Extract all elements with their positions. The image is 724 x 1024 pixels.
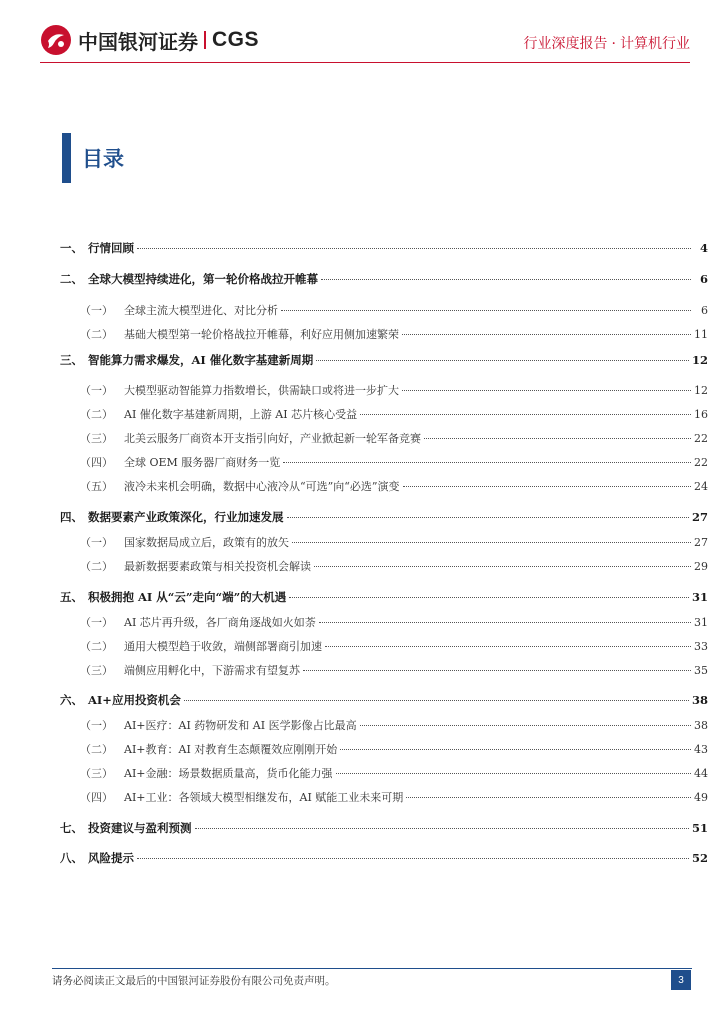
cgs-logo-icon — [40, 24, 72, 56]
toc-entry-title: 通用大模型趋于收敛，端侧部署商引加速 — [124, 640, 322, 653]
toc-dot-leader — [292, 542, 691, 543]
toc-entry-page: 43 — [694, 743, 708, 756]
toc-entry-page: 52 — [691, 851, 708, 865]
toc-dot-leader — [281, 310, 691, 311]
toc-entry[interactable] — [60, 717, 708, 733]
toc-entry-page: 51 — [691, 821, 708, 835]
toc-entry[interactable] — [60, 662, 708, 678]
toc-dot-leader — [289, 597, 689, 598]
toc-dot-leader — [316, 360, 689, 361]
toc-dot-leader — [402, 334, 691, 335]
toc-entry-page: 38 — [694, 719, 708, 732]
toc-dot-leader — [287, 517, 689, 518]
report-type: 行业深度报告 — [523, 36, 608, 52]
toc-entry-number: （一） — [80, 719, 113, 732]
footer-disclaimer: 请务必阅读正文最后的中国银河证券股份有限公司免责声明。 — [52, 975, 336, 987]
toc-entry[interactable] — [60, 302, 708, 318]
toc-entry[interactable] — [60, 240, 708, 256]
toc-entry-title: 基础大模型第一轮价格战拉开帷幕，利好应用侧加速繁荣 — [124, 328, 399, 341]
toc-entry-number: 六、 — [60, 693, 83, 707]
toc-entry-title: AI 催化数字基建新周期，上游 AI 芯片核心受益 — [124, 408, 358, 421]
toc-entry-number: （二） — [80, 408, 113, 421]
toc-entry-title: 积极拥抱 AI 从“云”走向“端”的大机遇 — [88, 590, 287, 604]
toc-dot-leader — [283, 462, 691, 463]
toc-entry-title: AI+教育：AI 对教育生态颠覆效应刚刚开始 — [124, 743, 338, 756]
industry-name: 计算机行业 — [620, 36, 690, 52]
toc-entry-number: 七、 — [60, 821, 83, 835]
toc-entry-page: 49 — [694, 791, 708, 804]
toc-entry-number: 三、 — [60, 353, 83, 367]
toc-entry-number: （二） — [80, 328, 113, 341]
toc-entry-page: 29 — [694, 560, 708, 573]
toc-entry-number: （二） — [80, 743, 113, 756]
toc-entry[interactable] — [60, 430, 708, 446]
toc-entry[interactable] — [60, 509, 708, 525]
toc-entry-title: 北美云服务厂商资本开支指引向好，产业掀起新一轮军备竞赛 — [124, 432, 421, 445]
toc-entry[interactable] — [60, 352, 708, 368]
toc-entry-page: 12 — [694, 384, 708, 397]
toc-dot-leader — [336, 773, 691, 774]
toc-entry-number: （四） — [80, 456, 113, 469]
toc-entry-page: 22 — [694, 432, 708, 445]
toc-entry[interactable] — [60, 454, 708, 470]
toc-entry-page: 6 — [699, 272, 708, 286]
toc-entry[interactable] — [60, 589, 708, 605]
toc-entry-page: 31 — [694, 616, 708, 629]
toc-entry[interactable] — [60, 326, 708, 342]
company-logo — [40, 24, 259, 56]
toc-entry-number: （一） — [80, 304, 113, 317]
toc-entry-title: 投资建议与盈利预测 — [88, 821, 192, 835]
toc-entry-title: AI 芯片再升级，各厂商角逐战如火如荼 — [124, 616, 316, 629]
toc-entry-number: （三） — [80, 664, 113, 677]
toc-entry[interactable] — [60, 534, 708, 550]
toc-entry-page: 12 — [691, 353, 708, 367]
page-header — [0, 0, 724, 72]
toc-entry-number: （一） — [80, 616, 113, 629]
toc-entry-page: 38 — [691, 693, 708, 707]
toc-entry-page: 27 — [694, 536, 708, 549]
toc-entry-title: 智能算力需求爆发，AI 催化数字基建新周期 — [88, 353, 314, 367]
toc-entry-number: （二） — [80, 560, 113, 573]
toc-entry-number: （五） — [80, 480, 113, 493]
toc-dot-leader — [406, 797, 691, 798]
toc-entry[interactable] — [60, 789, 708, 805]
toc-entry-page: 4 — [699, 241, 708, 255]
toc-entry-page: 35 — [694, 664, 708, 677]
toc-entry[interactable] — [60, 765, 708, 781]
toc-entry-number: 一、 — [60, 241, 83, 255]
toc-entry-title: 数据要素产业政策深化，行业加速发展 — [88, 510, 284, 524]
toc-entry[interactable] — [60, 638, 708, 654]
toc-dot-leader — [360, 414, 691, 415]
toc-entry-title: AI+应用投资机会 — [88, 693, 181, 707]
toc-entry-page: 6 — [701, 304, 708, 317]
toc-entry[interactable] — [60, 850, 708, 866]
logo-chinese-name: 中国银河证券 — [78, 29, 198, 54]
toc-entry-title: 国家数据局成立后，政策有的放矢 — [124, 536, 289, 549]
toc-dot-leader — [319, 622, 691, 623]
toc-entry-title: 全球大模型持续进化，第一轮价格战拉开帷幕 — [88, 272, 318, 286]
logo-english-name: CGS — [212, 28, 260, 51]
toc-entry-page: 31 — [691, 590, 708, 604]
toc-entry-title: AI+工业：各领域大模型相继发布，AI 赋能工业未来可期 — [124, 791, 404, 804]
toc-entry-title: 风险提示 — [88, 851, 134, 865]
toc-dot-leader — [403, 486, 692, 487]
toc-entry-number: （一） — [80, 536, 113, 549]
toc-entry[interactable] — [60, 382, 708, 398]
toc-dot-leader — [325, 646, 691, 647]
toc-dot-leader — [303, 670, 691, 671]
toc-entry[interactable] — [60, 271, 708, 287]
toc-entry-number: 五、 — [60, 590, 83, 604]
toc-entry-number: 二、 — [60, 272, 83, 286]
toc-entry-number: 四、 — [60, 510, 83, 524]
toc-entry-title: 行情回顾 — [88, 241, 134, 255]
header-divider — [40, 62, 690, 63]
toc-entry[interactable] — [60, 558, 708, 574]
toc-entry-title: 大模型驱动智能算力指数增长，供需缺口或将进一步扩大 — [124, 384, 399, 397]
toc-entry-number: （三） — [80, 432, 113, 445]
toc-entry-page: 22 — [694, 456, 708, 469]
toc-entry[interactable] — [60, 406, 708, 422]
toc-entry-number: （二） — [80, 640, 113, 653]
toc-entry-page: 44 — [694, 767, 708, 780]
toc-dot-leader — [184, 700, 689, 701]
toc-dot-leader — [340, 749, 691, 750]
toc-entry-title: 端侧应用孵化中，下游需求有望复苏 — [124, 664, 300, 677]
page-title: 目录 — [82, 147, 124, 171]
toc-entry[interactable] — [60, 820, 708, 836]
toc-entry-number: （四） — [80, 791, 113, 804]
toc-entry-page: 33 — [694, 640, 708, 653]
toc-entry[interactable] — [60, 478, 708, 494]
title-accent-bar — [62, 133, 71, 183]
toc-entry-page: 16 — [694, 408, 708, 421]
toc-entry-page: 24 — [694, 480, 708, 493]
page-number: 3 — [671, 970, 691, 990]
toc-entry-page: 27 — [691, 510, 708, 524]
toc-entry-number: 八、 — [60, 851, 83, 865]
toc-dot-leader — [137, 858, 689, 859]
toc-entry-title: 全球 OEM 服务器厂商财务一览 — [124, 456, 281, 469]
toc-dot-leader — [195, 828, 689, 829]
header-separator: · — [611, 36, 616, 52]
toc-entry-page: 11 — [694, 328, 708, 341]
toc-dot-leader — [360, 725, 691, 726]
toc-dot-leader — [314, 566, 691, 567]
toc-dot-leader — [321, 279, 691, 280]
toc-entry-title: AI+金融：场景数据质量高，货币化能力强 — [124, 767, 333, 780]
footer-divider — [52, 968, 692, 969]
report-category — [524, 33, 690, 53]
toc-dot-leader — [424, 438, 691, 439]
toc-entry[interactable] — [60, 741, 708, 757]
logo-divider — [204, 31, 206, 49]
toc-entry[interactable] — [60, 692, 708, 708]
toc-entry-title: 液冷未来机会明确，数据中心液冷从“可选”向“必选”演变 — [124, 480, 400, 493]
toc-entry-number: （三） — [80, 767, 113, 780]
toc-dot-leader — [137, 248, 691, 249]
toc-entry[interactable] — [60, 614, 708, 630]
toc-entry-number: （一） — [80, 384, 113, 397]
toc-entry-title: 最新数据要素政策与相关投资机会解读 — [124, 560, 311, 573]
toc-entry-title: AI+医疗：AI 药物研发和 AI 医学影像占比最高 — [124, 719, 357, 732]
toc-entry-title: 全球主流大模型进化、对比分析 — [124, 304, 278, 317]
toc-dot-leader — [402, 390, 691, 391]
